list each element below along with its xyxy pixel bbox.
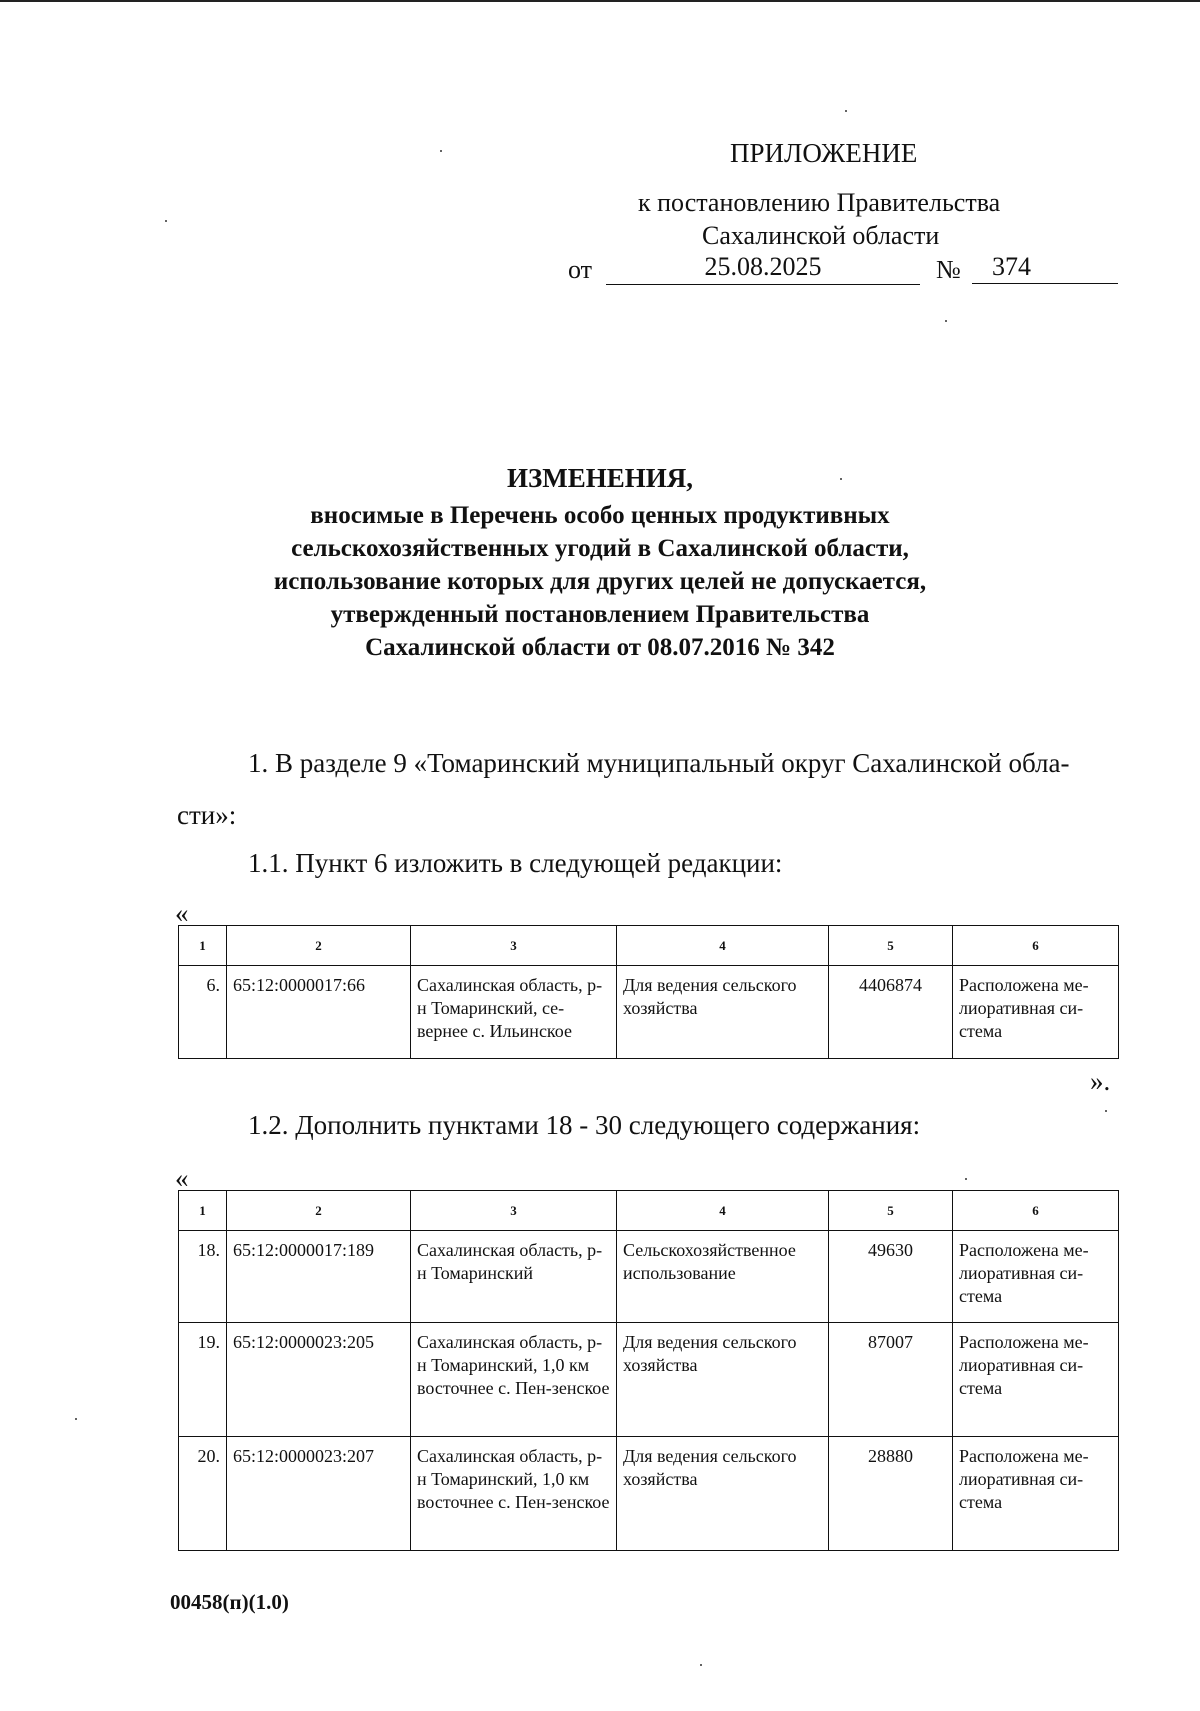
heading-line: сельскохозяйственных угодий в Сахалинской области, xyxy=(291,535,909,562)
table-row xyxy=(179,966,1119,1059)
purpose: Для ведения сельского хозяйства xyxy=(617,966,829,1059)
header-cell: 5 xyxy=(829,926,953,966)
scan-speck xyxy=(965,1178,967,1180)
purpose: Сельскохозяйственное использование xyxy=(617,1231,829,1323)
heading-line: использование которых для других целей не допускается, xyxy=(273,568,927,595)
area: 49630 xyxy=(829,1231,953,1323)
paragraph-1-line2: сти»: xyxy=(177,800,237,830)
purpose: Для ведения сельского хозяйства xyxy=(617,1437,829,1551)
area: 28880 xyxy=(829,1437,953,1551)
header-cell: 6 xyxy=(953,926,1119,966)
location: Сахалинская область, р-н Томаринский xyxy=(411,1231,617,1323)
paragraph-1-1: 1.1. Пункт 6 изложить в следующей редакции: xyxy=(248,848,783,878)
scan-speck xyxy=(165,220,167,222)
location: Сахалинская область, р-н Томаринский, 1,0 км восточнее с. Пен-зенское xyxy=(411,1323,617,1437)
heading-line: утвержденный постановлением Правительства xyxy=(330,601,870,628)
area: 4406874 xyxy=(829,966,953,1059)
row-number: 20. xyxy=(179,1437,227,1551)
close-quote: ». xyxy=(1090,1066,1111,1096)
resolution-date: 25.08.2025 xyxy=(606,252,920,285)
header-cell: 1 xyxy=(179,1191,227,1231)
appendix-title: ПРИЛОЖЕНИЕ xyxy=(730,138,918,168)
heading-title: ИЗМЕНЕНИЯ, xyxy=(506,463,693,493)
scan-speck xyxy=(1105,1110,1107,1112)
note: Расположена ме-лиоративная си-стема xyxy=(953,966,1119,1059)
document-heading xyxy=(180,462,1020,664)
cadastral-number: 65:12:0000017:66 xyxy=(227,966,411,1059)
table-items-18-30 xyxy=(178,1190,1119,1551)
header-cell: 4 xyxy=(617,926,829,966)
table-row xyxy=(179,1437,1119,1551)
location: Сахалинская область, р-н Томаринский, 1,0 км восточнее с. Пен-зенское xyxy=(411,1437,617,1551)
note: Расположена ме-лиоративная си-стема xyxy=(953,1437,1119,1551)
header-cell: 3 xyxy=(411,1191,617,1231)
row-number: 6. xyxy=(179,966,227,1059)
heading-line: Сахалинской области от 08.07.2016 № 342 xyxy=(365,634,835,661)
header-cell: 2 xyxy=(227,1191,411,1231)
note: Расположена ме-лиоративная си-стема xyxy=(953,1231,1119,1323)
header-cell: 5 xyxy=(829,1191,953,1231)
top-border-line xyxy=(0,0,1200,2)
cadastral-number: 65:12:0000023:207 xyxy=(227,1437,411,1551)
scan-speck xyxy=(75,1418,77,1420)
scan-speck xyxy=(845,110,847,112)
resolution-number: 374 xyxy=(972,252,1118,284)
paragraph-1-line1: 1. В разделе 9 «Томаринский муниципальный округ Сахалинской обла- xyxy=(248,748,1070,778)
cadastral-number: 65:12:0000023:205 xyxy=(227,1323,411,1437)
number-prefix: № xyxy=(936,255,961,284)
document-code: 00458(п)(1.0) xyxy=(170,1590,289,1614)
table-item-6 xyxy=(178,925,1119,1059)
purpose: Для ведения сельского хозяйства xyxy=(617,1323,829,1437)
paragraph-1-2: 1.2. Дополнить пунктами 18 - 30 следующего содержания: xyxy=(248,1110,921,1140)
scan-speck xyxy=(840,478,842,480)
location: Сахалинская область, р-н Томаринский, се-вернее с. Ильинское xyxy=(411,966,617,1059)
table-row xyxy=(179,1323,1119,1437)
table-row xyxy=(179,1231,1119,1323)
appendix-subtitle-line2: Сахалинской области xyxy=(702,221,940,250)
area: 87007 xyxy=(829,1323,953,1437)
header-cell: 4 xyxy=(617,1191,829,1231)
heading-line: вносимые в Перечень особо ценных продуктивных xyxy=(310,502,890,529)
open-quote: « xyxy=(175,898,189,928)
header-cell: 3 xyxy=(411,926,617,966)
header-cell: 2 xyxy=(227,926,411,966)
scan-speck xyxy=(700,1664,702,1666)
header-cell: 6 xyxy=(953,1191,1119,1231)
scan-speck xyxy=(945,320,947,322)
row-number: 19. xyxy=(179,1323,227,1437)
header-cell: 1 xyxy=(179,926,227,966)
table-header-row xyxy=(179,926,1119,966)
table-header-row xyxy=(179,1191,1119,1231)
row-number: 18. xyxy=(179,1231,227,1323)
scan-speck xyxy=(440,150,442,152)
note: Расположена ме-лиоративная си-стема xyxy=(953,1323,1119,1437)
appendix-subtitle-line1: к постановлению Правительства xyxy=(638,188,1001,217)
open-quote: « xyxy=(175,1163,189,1193)
cadastral-number: 65:12:0000017:189 xyxy=(227,1231,411,1323)
date-prefix: от xyxy=(568,255,593,284)
